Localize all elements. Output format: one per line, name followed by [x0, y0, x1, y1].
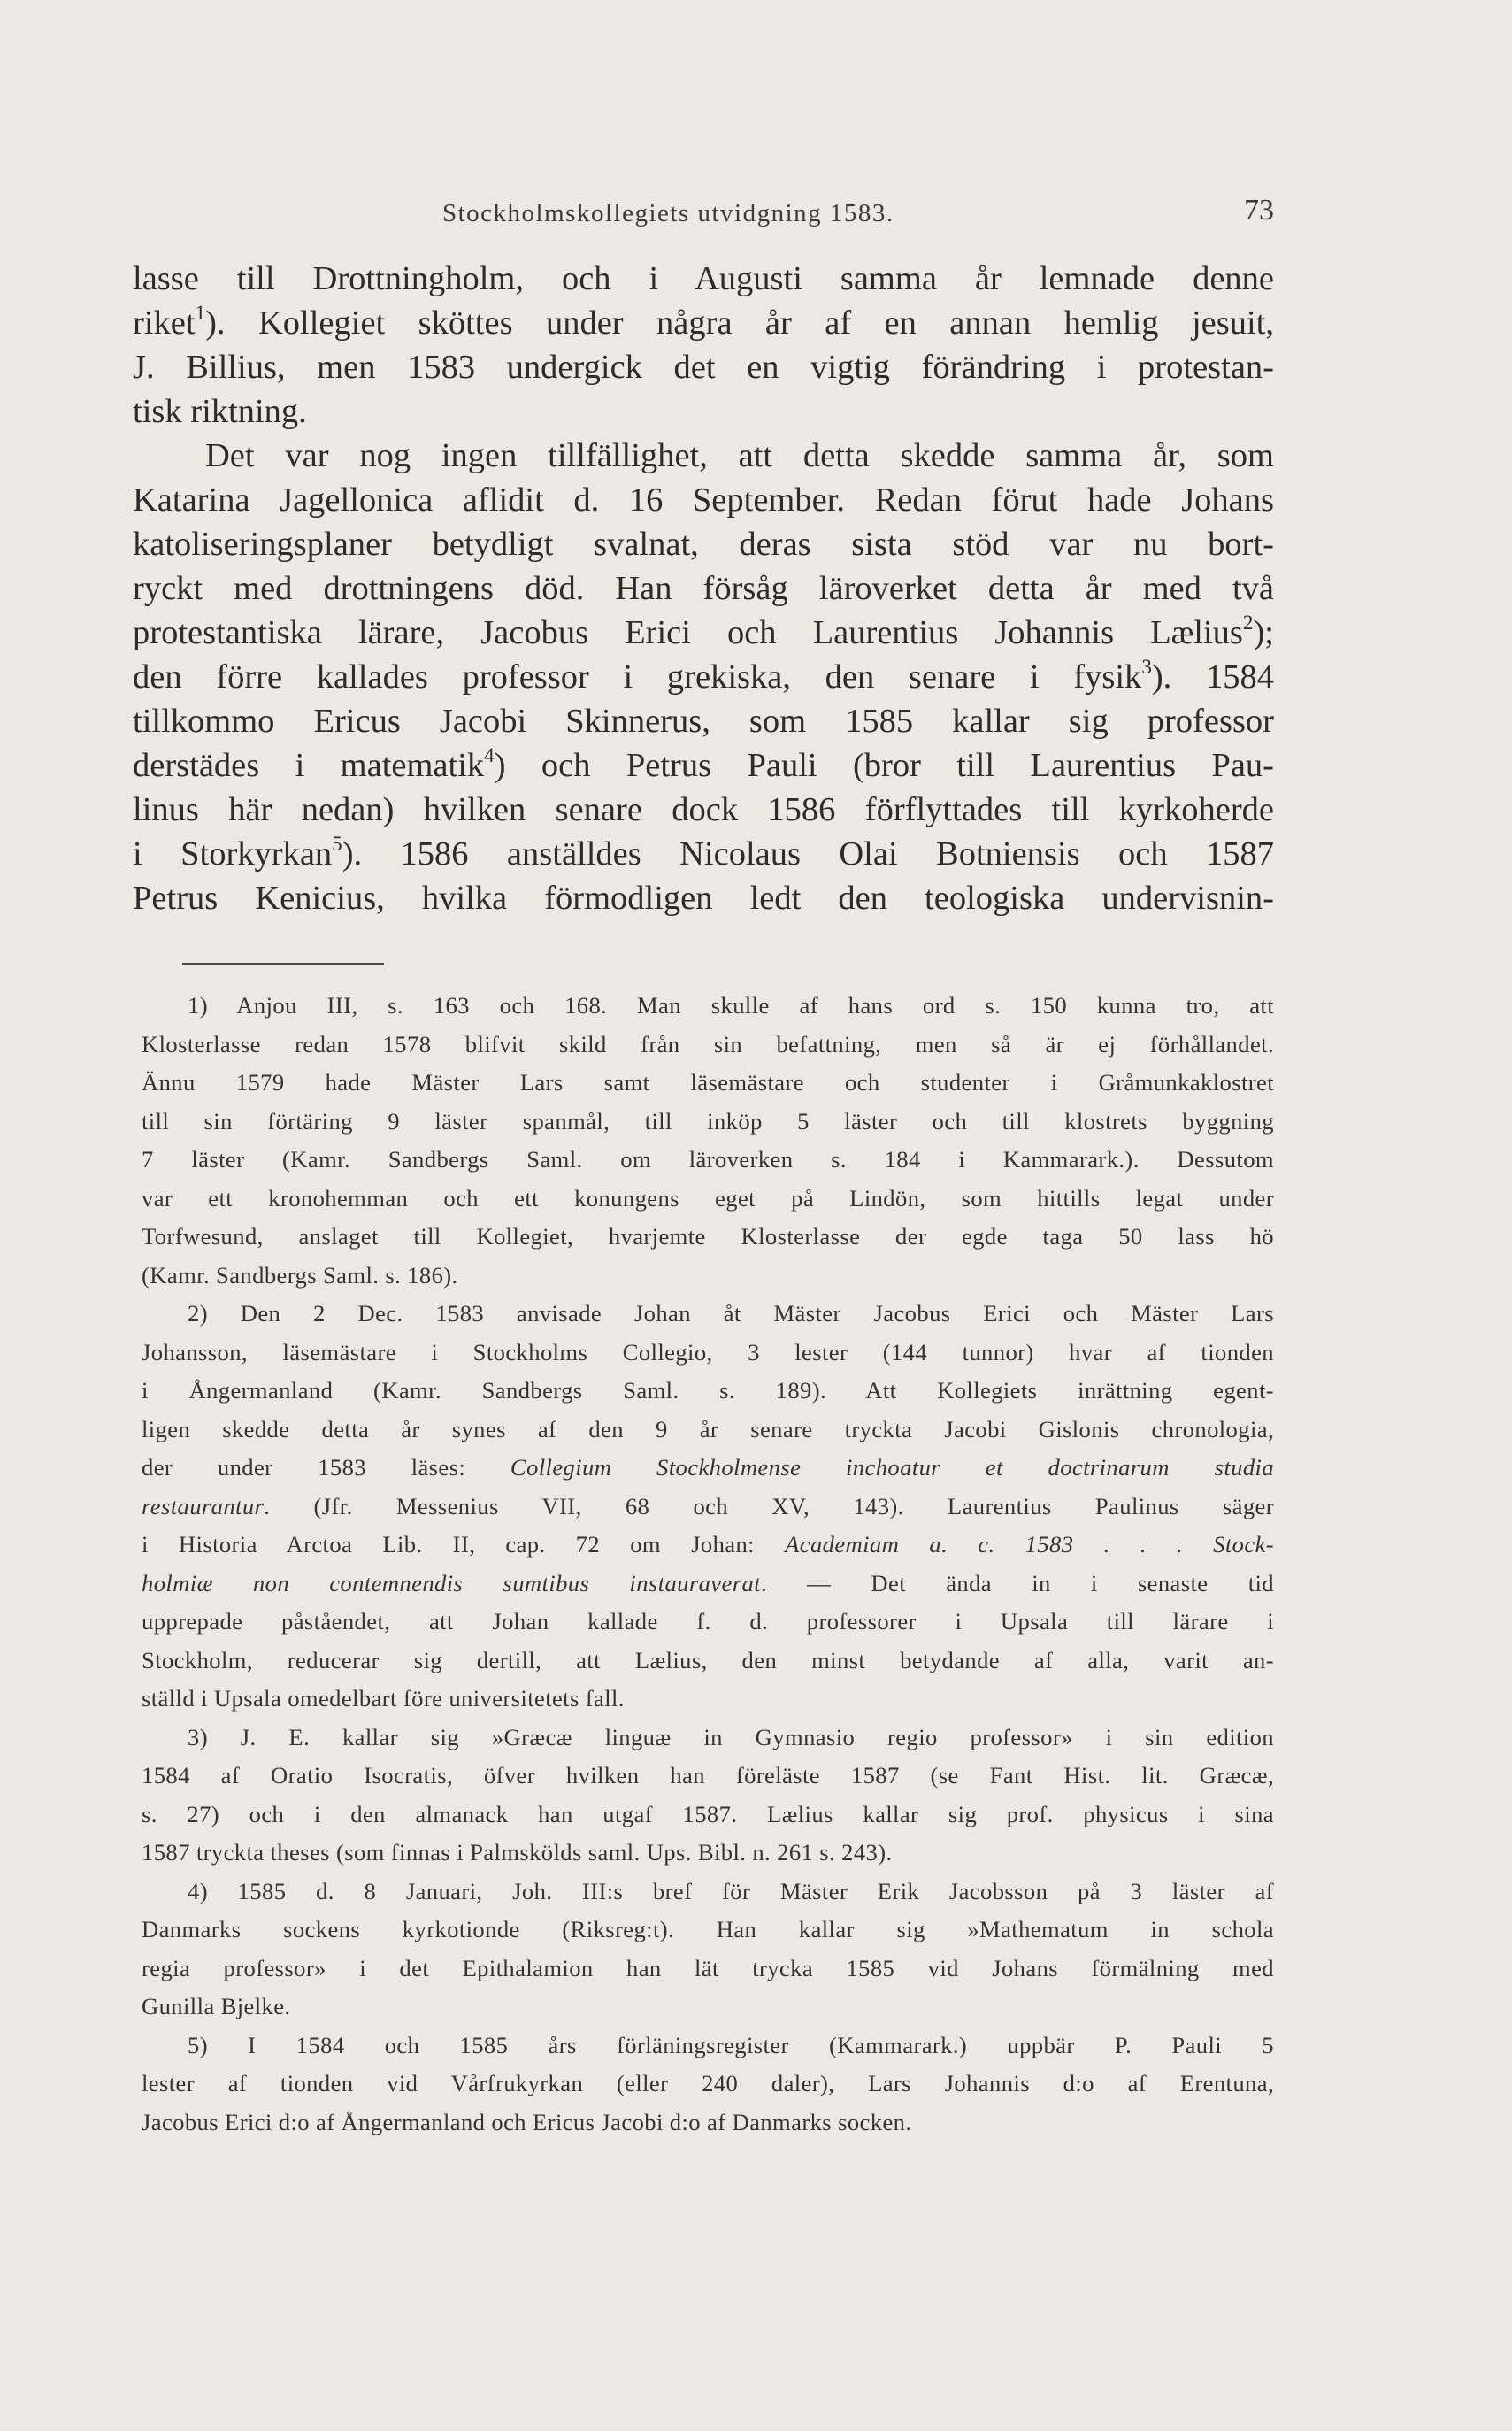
page-header — [133, 194, 1274, 243]
text-line: Katarina Jagellonica aflidit d. 16 September. Redan förut hade Johans — [133, 481, 1274, 519]
footnote-4: 4) 1585 d. 8 Januari, Joh. III:s bref för Mäster Erik Jacobsson på 3 läster af Danmarks sockens kyrkotionde (Riksreg:t). Han kallar sig »Mathematum in schola regia professor» i det Epithalamion han lät trycka 1585 vid Johans förmälning med Gunilla Bjelke. — [142, 1877, 1274, 2019]
page-number: 73 — [1244, 194, 1274, 227]
text-line: tillkommo Ericus Jacobi Skinnerus, som 1585 kallar sig professor — [133, 703, 1274, 740]
text-line: Det var nog ingen tillfällighet, att detta skedde samma år, som — [205, 437, 1274, 474]
text-line: katoliseringsplaner betydligt svalnat, deras sista stöd var nu bort- — [133, 526, 1274, 563]
main-text — [133, 257, 1274, 920]
footnote-3: 3) J. E. kallar sig »Græcæ linguæ in Gymnasio regio professor» i sin edition 1584 af Oratio Isocratis, öfver hvilken han föreläste 1587 (se Fant Hist. lit. Græcæ, s. 27) och i den almanack han utgaf 1587. Lælius kallar sig prof. physicus i sina 1587 tryckta theses (som finnas i Palmskölds saml. Ups. Bibl. n. 261 s. 243). — [142, 1723, 1274, 1866]
text-line: J. Billius, men 1583 undergick det en vigtig förändring i protestan- — [133, 349, 1274, 386]
text-line: linus här nedan) hvilken senare dock 1586 förflyttades till kyrkoherde — [133, 791, 1274, 828]
running-head: Stockholmskollegiets utvidgning 1583. — [442, 199, 894, 227]
footnote-5: 5) I 1584 och 1585 års förläningsregister (Kammarark.) uppbär P. Pauli 5 lester af tionden vid Vårfrukyrkan (eller 240 daler), Lars Johannis d:o af Erentuna, Jacobus Erici d:o af Ångermanland och Ericus Jacobi d:o af Danmarks socken. — [142, 2031, 1274, 2135]
footnote-1: 1) Anjou III, s. 163 och 168. Man skulle af hans ord s. 150 kunna tro, att Klosterlasse redan 1578 blifvit skild från sin befattning, men så är ej förhållandet. Ännu 1579 hade Mäster Lars samt läsemästare och studenter i Gråmunkaklostret till sin förtäring 9 läster spanmål, till inköp 5 läster och till klostrets byggning 7 läster (Kamr. Sandbergs Saml. om läroverken s. 184 i Kammarark.). Dessutom var ett kronohemman och ett konungens eget på Lindön, som hittills legat under Torfwesund, anslaget till Kollegiet, hvarjemte Klosterlasse der egde taga 50 lass hö (Kamr. Sandbergs Saml. s. 186). — [142, 992, 1274, 1289]
footnotes — [142, 987, 1274, 2142]
text-line: tisk riktning. — [133, 393, 307, 430]
text-line: den förre kallades professor i grekiska, den senare i fysik$^3$). 1584 — [133, 654, 1274, 696]
text-line: lasse till Drottningholm, och i Augusti samma år lemnade denne — [133, 260, 1274, 297]
footnote-divider — [182, 963, 384, 965]
text-line: derstädes i matematik$^4$) och Petrus Pauli (bror till Laurentius Pau- — [133, 742, 1274, 784]
text-line: Petrus Kenicius, hvilka förmodligen ledt den teologiska undervisnin- — [133, 880, 1274, 917]
footnote-ref: 2 — [1242, 610, 1254, 634]
text-line: i Storkyrkan$^5$). 1586 anställdes Nicolaus Olai Botniensis och 1587 — [133, 831, 1274, 873]
text-line: riket$^1$). Kollegiet sköttes under några år af en annan hemlig jesuit, — [133, 300, 1274, 342]
text-line: ryckt med drottningens död. Han försåg läroverket detta år med två — [133, 570, 1274, 607]
footnote-ref: 3 — [1141, 654, 1152, 678]
footnote-ref: 4 — [484, 742, 495, 766]
footnote-2: 2) Den 2 Dec. 1583 anvisade Johan åt Mäster Jacobus Erici och Mäster Lars Johansson, läsemästare i Stockholms Collegio, 3 lester (144 tunnor) hvar af tionden i Ångermanland (Kamr. Sandbergs Saml. s. 189). Att Kollegiets inrättning egent- ligen skedde detta år synes af den 9 år senare tryckta Jacobi Gislonis chronologia, der under 1583 läses: Collegium Stockholmense inchoatur et doctrinarum studia restaurantur. (Jfr. Messenius VII, 68 och XV, 143). Laurentius Paulinus säger i Historia Arctoa Lib. II, cap. 72 om Johan: Academiam a. c. 1583 . . . Stock- holmiæ non contemnendis sumtibus instauraverat. — Det ända in i senaste tid upprepade påståendet, att Johan kallade f. d. professorer i Upsala till lärare i Stockholm, reducerar sig dertill, att Lælius, den minst betydande af alla, varit an- ställd i Upsala omedelbart före universitetets fall. — [142, 1300, 1275, 1712]
text-line: protestantiska lärare, Jacobus Erici och Laurentius Johannis Lælius$^2$); — [133, 610, 1274, 651]
footnote-ref: 5 — [332, 831, 342, 855]
footnote-ref: 1 — [195, 300, 206, 324]
